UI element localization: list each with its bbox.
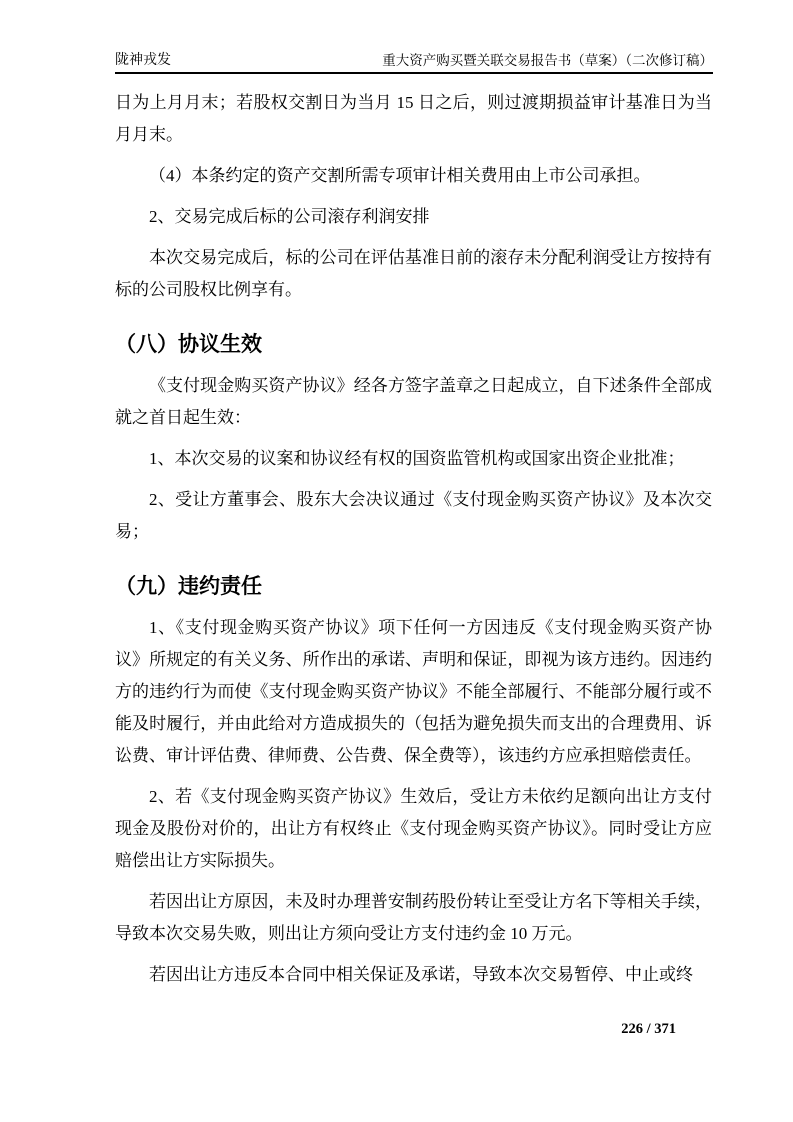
- page-number: 226 / 371: [621, 1021, 676, 1037]
- section-heading: （九）违约责任: [115, 575, 262, 598]
- paragraph: （4）本条约定的资产交割所需专项审计相关费用由上市公司承担。: [149, 166, 651, 185]
- section-heading: （八）协议生效: [115, 333, 262, 356]
- header-company-name: 陇神戎发: [115, 53, 171, 68]
- paragraph: 1、《支付现金购买资产协议》项下任何一方因违反《支付现金购买资产协议》所规定的有关义务、所作出的承诺、声明和保证，即视为该方违约。因违约方的违约行为而使《支付现金购买资产协议》不能全部履行、不能部分履行或不能及时履行，并由此给对方造成损失的（包括为避免损失而支出的合理费用、诉讼费、审计评估费、律师费、公告费、保全费等），该违约方应承担赔偿责任。: [115, 618, 712, 765]
- paragraph: 1、本次交易的议案和协议经有权的国资监管机构或国家出资企业批准；: [149, 449, 685, 468]
- header-report-title: 重大资产购买暨关联交易报告书（草案）（二次修订稿）: [382, 53, 713, 68]
- paragraph: 2、若《支付现金购买资产协议》生效后，受让方未依约足额向出让方支付现金及股份对价的，出让方有权终止《支付现金购买资产协议》。同时受让方应赔偿出让方实际损失。: [115, 787, 712, 870]
- paragraph: 日为上月月末；若股权交割日为当月 15 日之后，则过渡期损益审计基准日为当月月末。: [115, 93, 712, 144]
- document-body: [115, 87, 712, 1000]
- paragraph: 2、受让方董事会、股东大会决议通过《支付现金购买资产协议》及本次交易；: [115, 490, 712, 541]
- paragraph: 本次交易完成后，标的公司在评估基准日前的滚存未分配利润受让方按持有标的公司股权比例享有。: [115, 248, 712, 299]
- paragraph: 《支付现金购买资产协议》经各方签字盖章之日起成立，自下述条件全部成就之首日起生效：: [115, 376, 712, 427]
- paragraph: 若因出让方原因，未及时办理普安制药股份转让至受让方名下等相关手续，导致本次交易失败，则出让方须向受让方支付违约金 10 万元。: [115, 892, 712, 943]
- paragraph: 2、交易完成后标的公司滚存利润安排: [149, 207, 430, 226]
- page-header: [115, 52, 713, 74]
- paragraph: 若因出让方违反本合同中相关保证及承诺，导致本次交易暂停、中止或终: [149, 965, 693, 984]
